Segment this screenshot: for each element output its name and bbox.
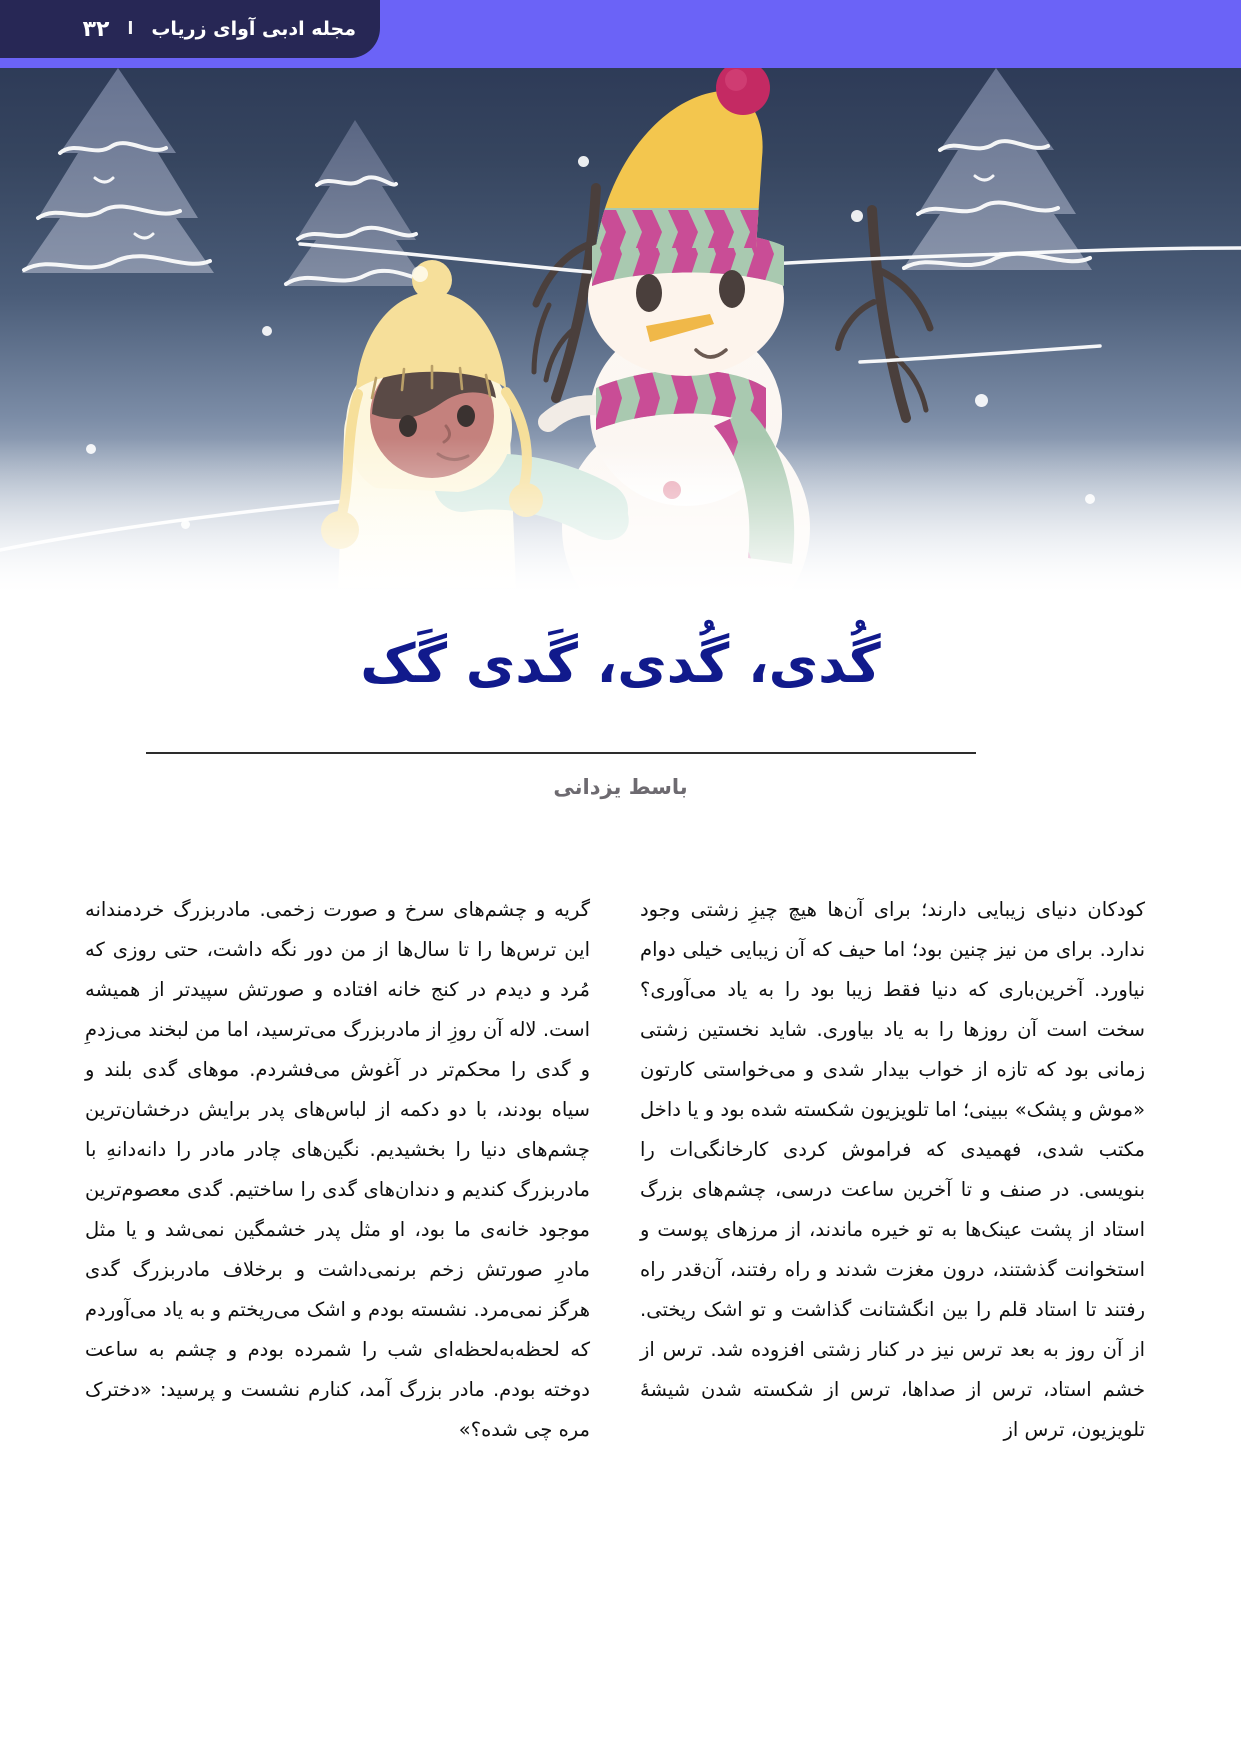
header-separator: ا	[127, 19, 134, 39]
article-title-block	[0, 630, 1241, 698]
article-body	[85, 890, 1145, 1690]
magazine-header-tab	[0, 0, 380, 58]
hero-illustration	[0, 58, 1241, 618]
magazine-title: مجله ادبی آوای زریاب	[151, 18, 356, 40]
article-title: گُدی، گُدی، گَدی گَک	[360, 632, 881, 695]
snow-dot	[262, 326, 272, 336]
article-paragraph-left: گریه و چشم‌های سرخ و صورت زخمی. مادربزرگ خردمندانه این ترس‌ها را تا سال‌ها از من دور نگه داشت، حتی روزی که مُرد و دیدم در کنج خانه افتاده و صورتش سپیدتر از همیشه است. لاله آن روزِ از مادربزرگ می‌ترسید، اما من لبخند می‌زدمِ و گدی را محکم‌تر در آغوش می‌فشردم. موهای گدی بلند و سیاه بودند، با دو دکمه از لباس‌های پدر برایش درخشان‌ترین چشم‌های دنیا را بخشیدیم. نگین‌های چادر مادر را دانه‌دانهِ با مادربزرگ کندیم و دندان‌های گدی را ساختیم. گدی معصوم‌ترین موجود خانه‌ی ما بود، او مثل پدر خشمگین نمی‌شد و یا مثل مادرِ صورتش زخم برنمی‌داشت و برخلاف مادربزرگ گدی هرگز نمی‌مرد. نشسته بودم و اشک می‌ریختم و به یاد می‌آوردم که لحظه‌به‌لحظه‌ای شب را شمرده بودم و چشم به ساعت دوخته بودم. مادر بزرگ آمد، کنارم نشست و پرسید: «دخترک مره چی شده؟»	[85, 898, 590, 1441]
article-paragraph-right: کودکان دنیای زیبایی دارند؛ برای آن‌ها هیچ چیزِ زشتی وجود ندارد. برای من نیز چنین بود؛ اما حیف که آن زیبایی خیلی دوام نیاورد. آخرین‌باری که دنیا فقط زیبا بود را به یاد می‌آوری؟ سخت است آن روزها را به یاد بیاوری. شاید نخستین زشتی زمانی بود که تازه از خواب بیدار شدی و می‌خواستی کارتون «موش و پشک» ببینی؛ اما تلویزیون شکسته شده بود و یا داخل مکتب شدی، فهمیدی که فراموش کردی کارخانگی‌ات را بنویسی. در صنف و تا آخرین ساعت درسی، چشم‌های بزرگ استاد از پشت عینک‌ها به تو خیره ماندند، از مرزهای پوست و استخوانت گذشتند، درون مغزت شدند و راه رفتند، آن‌قدر راه رفتند تا استاد قلم را بین انگشتانت گذاشت و تو اشک ریختی. از آن روز به بعد ترس نیز در کنار زشتی افزوده شد. ترس از خشم استاد، ترس از صداها، ترس از شکسته شدن شیشهٔ تلویزیون، ترس از	[640, 898, 1145, 1441]
article-author: باسط یزدانی	[553, 775, 688, 799]
illustration-fade-overlay	[0, 438, 1241, 618]
article-column-right	[640, 890, 1145, 1690]
title-divider-rule	[146, 752, 976, 754]
page-number: ۳۲	[82, 16, 110, 42]
article-column-left	[85, 890, 590, 1690]
snow-dot	[975, 394, 988, 407]
